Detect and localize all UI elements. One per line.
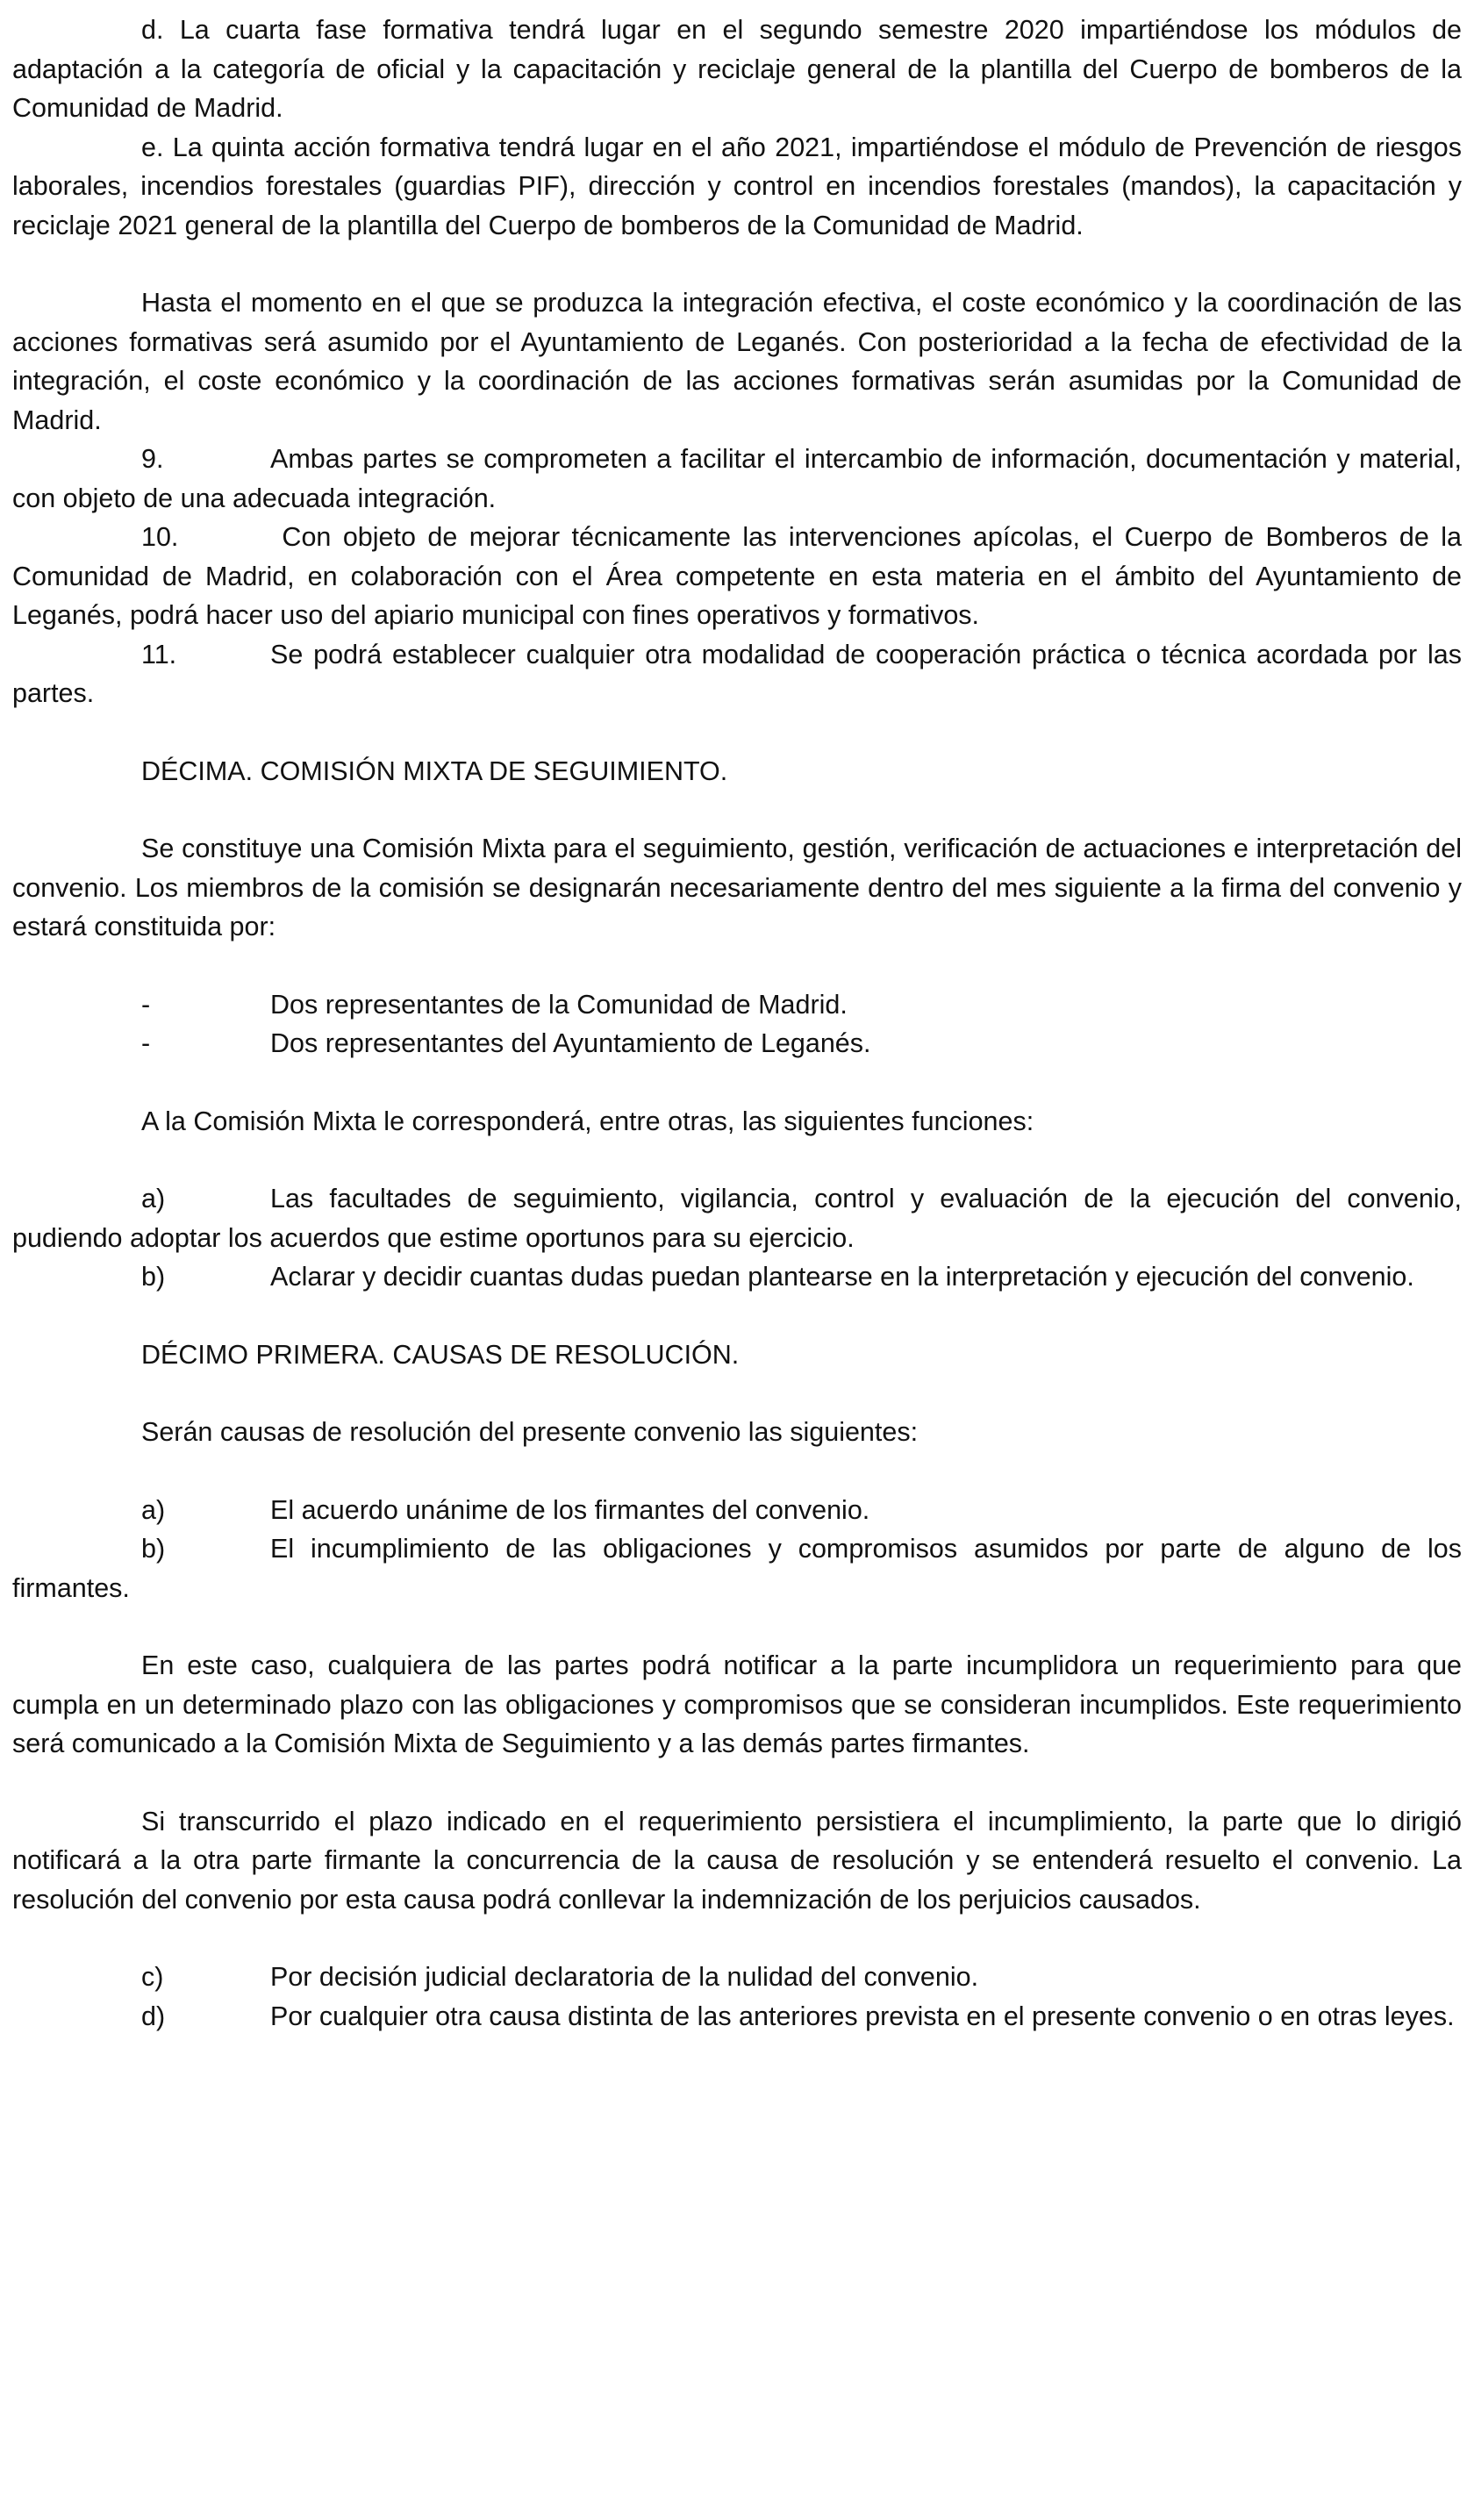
functions-list <box>12 1179 1462 1297</box>
list-item <box>12 1179 1462 1257</box>
item-letter: a) <box>141 1494 166 1525</box>
list-dash: - <box>141 1028 151 1058</box>
list-item <box>12 985 1462 1025</box>
item-text: El acuerdo unánime de los firmantes del convenio. <box>270 1494 870 1525</box>
item-letter: b) <box>141 1534 166 1564</box>
list-item-text: Dos representantes del Ayuntamiento de Leganés. <box>270 1028 871 1058</box>
item-text: Se podrá establecer cualquier otra modalidad de cooperación práctica o técnica acordada por las partes. <box>12 639 1462 708</box>
item-number: 11. <box>141 639 177 669</box>
list-item <box>12 1997 1462 2037</box>
list-item <box>12 1491 1462 1530</box>
item-text: Con objeto de mejorar técnicamente las intervenciones apícolas, el Cuerpo de Bomberos de la Comunidad de Madrid, en colaboración con el Área competente en esta materia en el ámbito del Ayuntamiento de Leganés, podrá hacer uso del apiario municipal con fines operativos y formativos. <box>12 522 1462 630</box>
list-item-text: Dos representantes de la Comunidad de Madrid. <box>270 989 848 1020</box>
numbered-item-9 <box>12 440 1462 518</box>
item-text: El incumplimiento de las obligaciones y compromisos asumidos por parte de alguno de los firmantes. <box>12 1534 1462 1603</box>
list-dash: - <box>141 989 151 1020</box>
list-item <box>12 1257 1462 1297</box>
item-text: Aclarar y decidir cuantas dudas puedan plantearse en la interpretación y ejecución del convenio. <box>270 1262 1414 1292</box>
paragraph-requerimiento: En este caso, cualquiera de las partes podrá notificar a la parte incumplidora un requerimiento para que cumpla en un determinado plazo con las obligaciones y compromisos que se consideran incumplidos. Este requerimiento será comunicado a la Comisión Mixta de Seguimiento y a las demás partes firmantes. <box>12 1650 1462 1758</box>
paragraph-transcurrido: Si transcurrido el plazo indicado en el requerimiento persistiera el incumplimiento, la parte que lo dirigió notificará a la otra parte firmante la concurrencia de la causa de resolución y se entenderá resuelto el convenio. La resolución del convenio por esta causa podrá conllevar la indemnización de los perjuicios causados. <box>12 1806 1462 1915</box>
list-item <box>12 1958 1462 1997</box>
item-letter: a) <box>141 1184 166 1213</box>
members-list <box>12 985 1462 1063</box>
paragraph-causes-intro: Serán causas de resolución del presente convenio las siguientes: <box>141 1417 919 1447</box>
item-number: 10. <box>141 522 179 552</box>
item-text: Por cualquier otra causa distinta de las anteriores prevista en el presente convenio o en otras leyes. <box>270 2001 1455 2031</box>
document-page <box>12 11 1462 2036</box>
causes-list-2 <box>12 1958 1462 2036</box>
item-letter: d) <box>141 2001 166 2031</box>
item-number: 9. <box>141 444 164 474</box>
causes-list-1 <box>12 1491 1462 1608</box>
list-item <box>12 1529 1462 1607</box>
paragraph-functions-intro: A la Comisión Mixta le corresponderá, entre otras, las siguientes funciones: <box>141 1106 1034 1136</box>
item-text: Las facultades de seguimiento, vigilancia, control y evaluación de la ejecución del convenio, pudiendo adoptar los acuerdos que estime oportunos para su ejercicio. <box>12 1184 1462 1253</box>
item-letter: c) <box>141 1962 164 1992</box>
item-text: Ambas partes se comprometen a facilitar el intercambio de información, documentación y material, con objeto de una adecuada integración. <box>12 444 1462 513</box>
section-heading-decimo-primera: DÉCIMO PRIMERA. CAUSAS DE RESOLUCIÓN. <box>141 1339 740 1370</box>
paragraph-fase-d: d. La cuarta fase formativa tendrá lugar en el segundo semestre 2020 impartiéndose los módulos de adaptación a la categoría de oficial y la capacitación y reciclaje general de la plantilla del Cuerpo de bomberos de la Comunidad de Madrid. <box>12 15 1462 123</box>
paragraph-fase-e: e. La quinta acción formativa tendrá lugar en el año 2021, impartiéndose el módulo de Prevención de riesgos laborales, incendios forestales (guardias PIF), dirección y control en incendios forestales (mandos), la capacitación y reciclaje 2021 general de la plantilla del Cuerpo de bomberos de la Comunidad de Madrid. <box>12 132 1462 240</box>
numbered-item-10 <box>12 518 1462 635</box>
list-item <box>12 1024 1462 1063</box>
paragraph-hasta: Hasta el momento en el que se produzca la integración efectiva, el coste económico y la coordinación de las acciones formativas será asumido por el Ayuntamiento de Leganés. Con posterioridad a la fecha de efectividad de la integración, el coste económico y la coordinación de las acciones formativas serán asumidas por la Comunidad de Madrid. <box>12 288 1462 435</box>
section-heading-decima: DÉCIMA. COMISIÓN MIXTA DE SEGUIMIENTO. <box>141 755 728 786</box>
item-text: Por decisión judicial declaratoria de la nulidad del convenio. <box>270 1962 979 1992</box>
paragraph-decima-intro: Se constituye una Comisión Mixta para el seguimiento, gestión, verificación de actuaciones e interpretación del convenio. Los miembros de la comisión se designarán necesariamente dentro del mes siguiente a la firma del convenio y estará constituida por: <box>12 834 1462 941</box>
numbered-item-11 <box>12 635 1462 713</box>
item-letter: b) <box>141 1262 166 1292</box>
